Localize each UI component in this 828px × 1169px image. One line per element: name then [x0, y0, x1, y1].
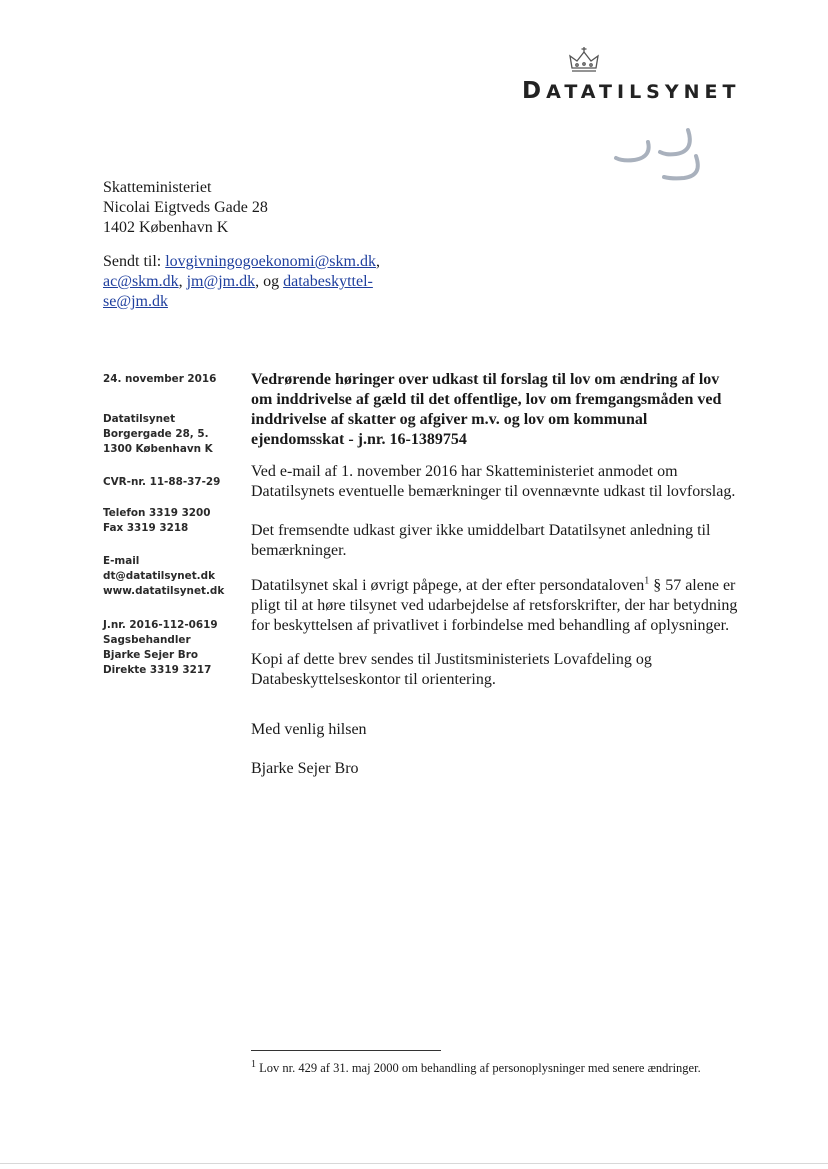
- email-link-ac[interactable]: ac@skm.dk: [103, 273, 179, 290]
- case-handler-name: Bjarke Sejer Bro: [103, 649, 198, 661]
- paragraph-3-text-cont: § 57 alene er pligt til at høre tilsynet ved udarbejdelse af retsforskrifter, der har betydning for beskyttelsen af privatlivet i forbindelse med behandling af oplysninger.: [251, 577, 738, 634]
- recipient-street: Nicolai Eigtveds Gade 28: [103, 199, 268, 216]
- sent-to-label: Sendt til:: [103, 253, 166, 270]
- paragraph-4: Kopi af dette brev sendes til Justitsministeriets Lovafdeling og Databeskyttelseskontor til orientering.: [251, 651, 652, 688]
- sent-to: [103, 252, 393, 312]
- closing-greeting: Med venlig hilsen: [251, 721, 367, 738]
- paragraph-3: [251, 576, 741, 636]
- sender-website: www.datatilsynet.dk: [103, 585, 225, 597]
- journal-number: J.nr. 2016-112-0619: [103, 619, 218, 631]
- email-link-databeskyttelse-cont[interactable]: se@jm.dk: [103, 293, 168, 310]
- letter-body: [251, 370, 741, 777]
- separator: ,: [375, 253, 380, 270]
- direct-phone: Direkte 3319 3217: [103, 664, 212, 676]
- logo-wordmark: DATATILSYNET: [522, 78, 741, 104]
- case-info: [103, 618, 218, 678]
- contact-online: [103, 554, 224, 599]
- crown-icon: [566, 46, 602, 76]
- sender-org: Datatilsynet: [103, 413, 176, 425]
- recipient-name: Skatteministeriet: [103, 179, 212, 196]
- email-link-jm[interactable]: jm@jm.dk: [186, 273, 256, 290]
- handwritten-mark: [610, 108, 730, 188]
- paragraph-2: Det fremsendte udkast giver ikke umiddelbart Datatilsynet anledning til bemærkninger.: [251, 522, 711, 559]
- separator: , og: [255, 273, 284, 290]
- letter-date: 24. november 2016: [103, 373, 217, 385]
- email-link-lovgivning[interactable]: lovgivningogoekonomi@skm.dk: [165, 253, 376, 270]
- letter-subject: Vedrørende høringer over udkast til forslag til lov om ændring af lov om inddrivelse af gæld til det offentlige, lov om fremgangsmåden ved inddrivelse af skatter og afgiver m.v. og lov om kommunal ejendomsskat - j.nr. 16-1389754: [251, 371, 722, 448]
- phone-number: Telefon 3319 3200: [103, 507, 211, 519]
- sender-street: Borgergade 28, 5.: [103, 428, 209, 440]
- recipient-city: 1402 København K: [103, 219, 229, 236]
- footnote-divider: [251, 1050, 441, 1051]
- footnote-text: Lov nr. 429 af 31. maj 2000 om behandling af personoplysninger med senere ændringer.: [256, 1061, 701, 1075]
- separator: ,: [178, 273, 187, 290]
- sender-address: [103, 412, 213, 457]
- sender-city: 1300 København K: [103, 443, 213, 455]
- paragraph-1: Ved e-mail af 1. november 2016 har Skatteministeriet anmodet om Datatilsynets eventuelle bemærkninger til ovennævnte udkast til lovforslag.: [251, 463, 736, 500]
- footnote-reference: 1: [644, 575, 650, 587]
- datatilsynet-logo: [522, 46, 741, 188]
- case-handler-label: Sagsbehandler: [103, 634, 191, 646]
- phone-fax: [103, 506, 211, 536]
- signature-name: Bjarke Sejer Bro: [251, 760, 359, 777]
- fax-number: Fax 3319 3218: [103, 522, 189, 534]
- page-edge: [0, 1163, 828, 1164]
- recipient-address: [103, 178, 268, 238]
- footnote-marker: 1: [251, 1058, 256, 1070]
- footnote: [251, 1060, 751, 1076]
- email-label: E-mail: [103, 555, 140, 567]
- paragraph-3-text: Datatilsynet skal i øvrigt påpege, at der efter persondataloven: [251, 577, 645, 594]
- email-link-databeskyttelse[interactable]: databeskyttel-: [283, 273, 373, 290]
- cvr-number: CVR-nr. 11-88-37-29: [103, 476, 221, 488]
- sender-email: dt@datatilsynet.dk: [103, 570, 215, 582]
